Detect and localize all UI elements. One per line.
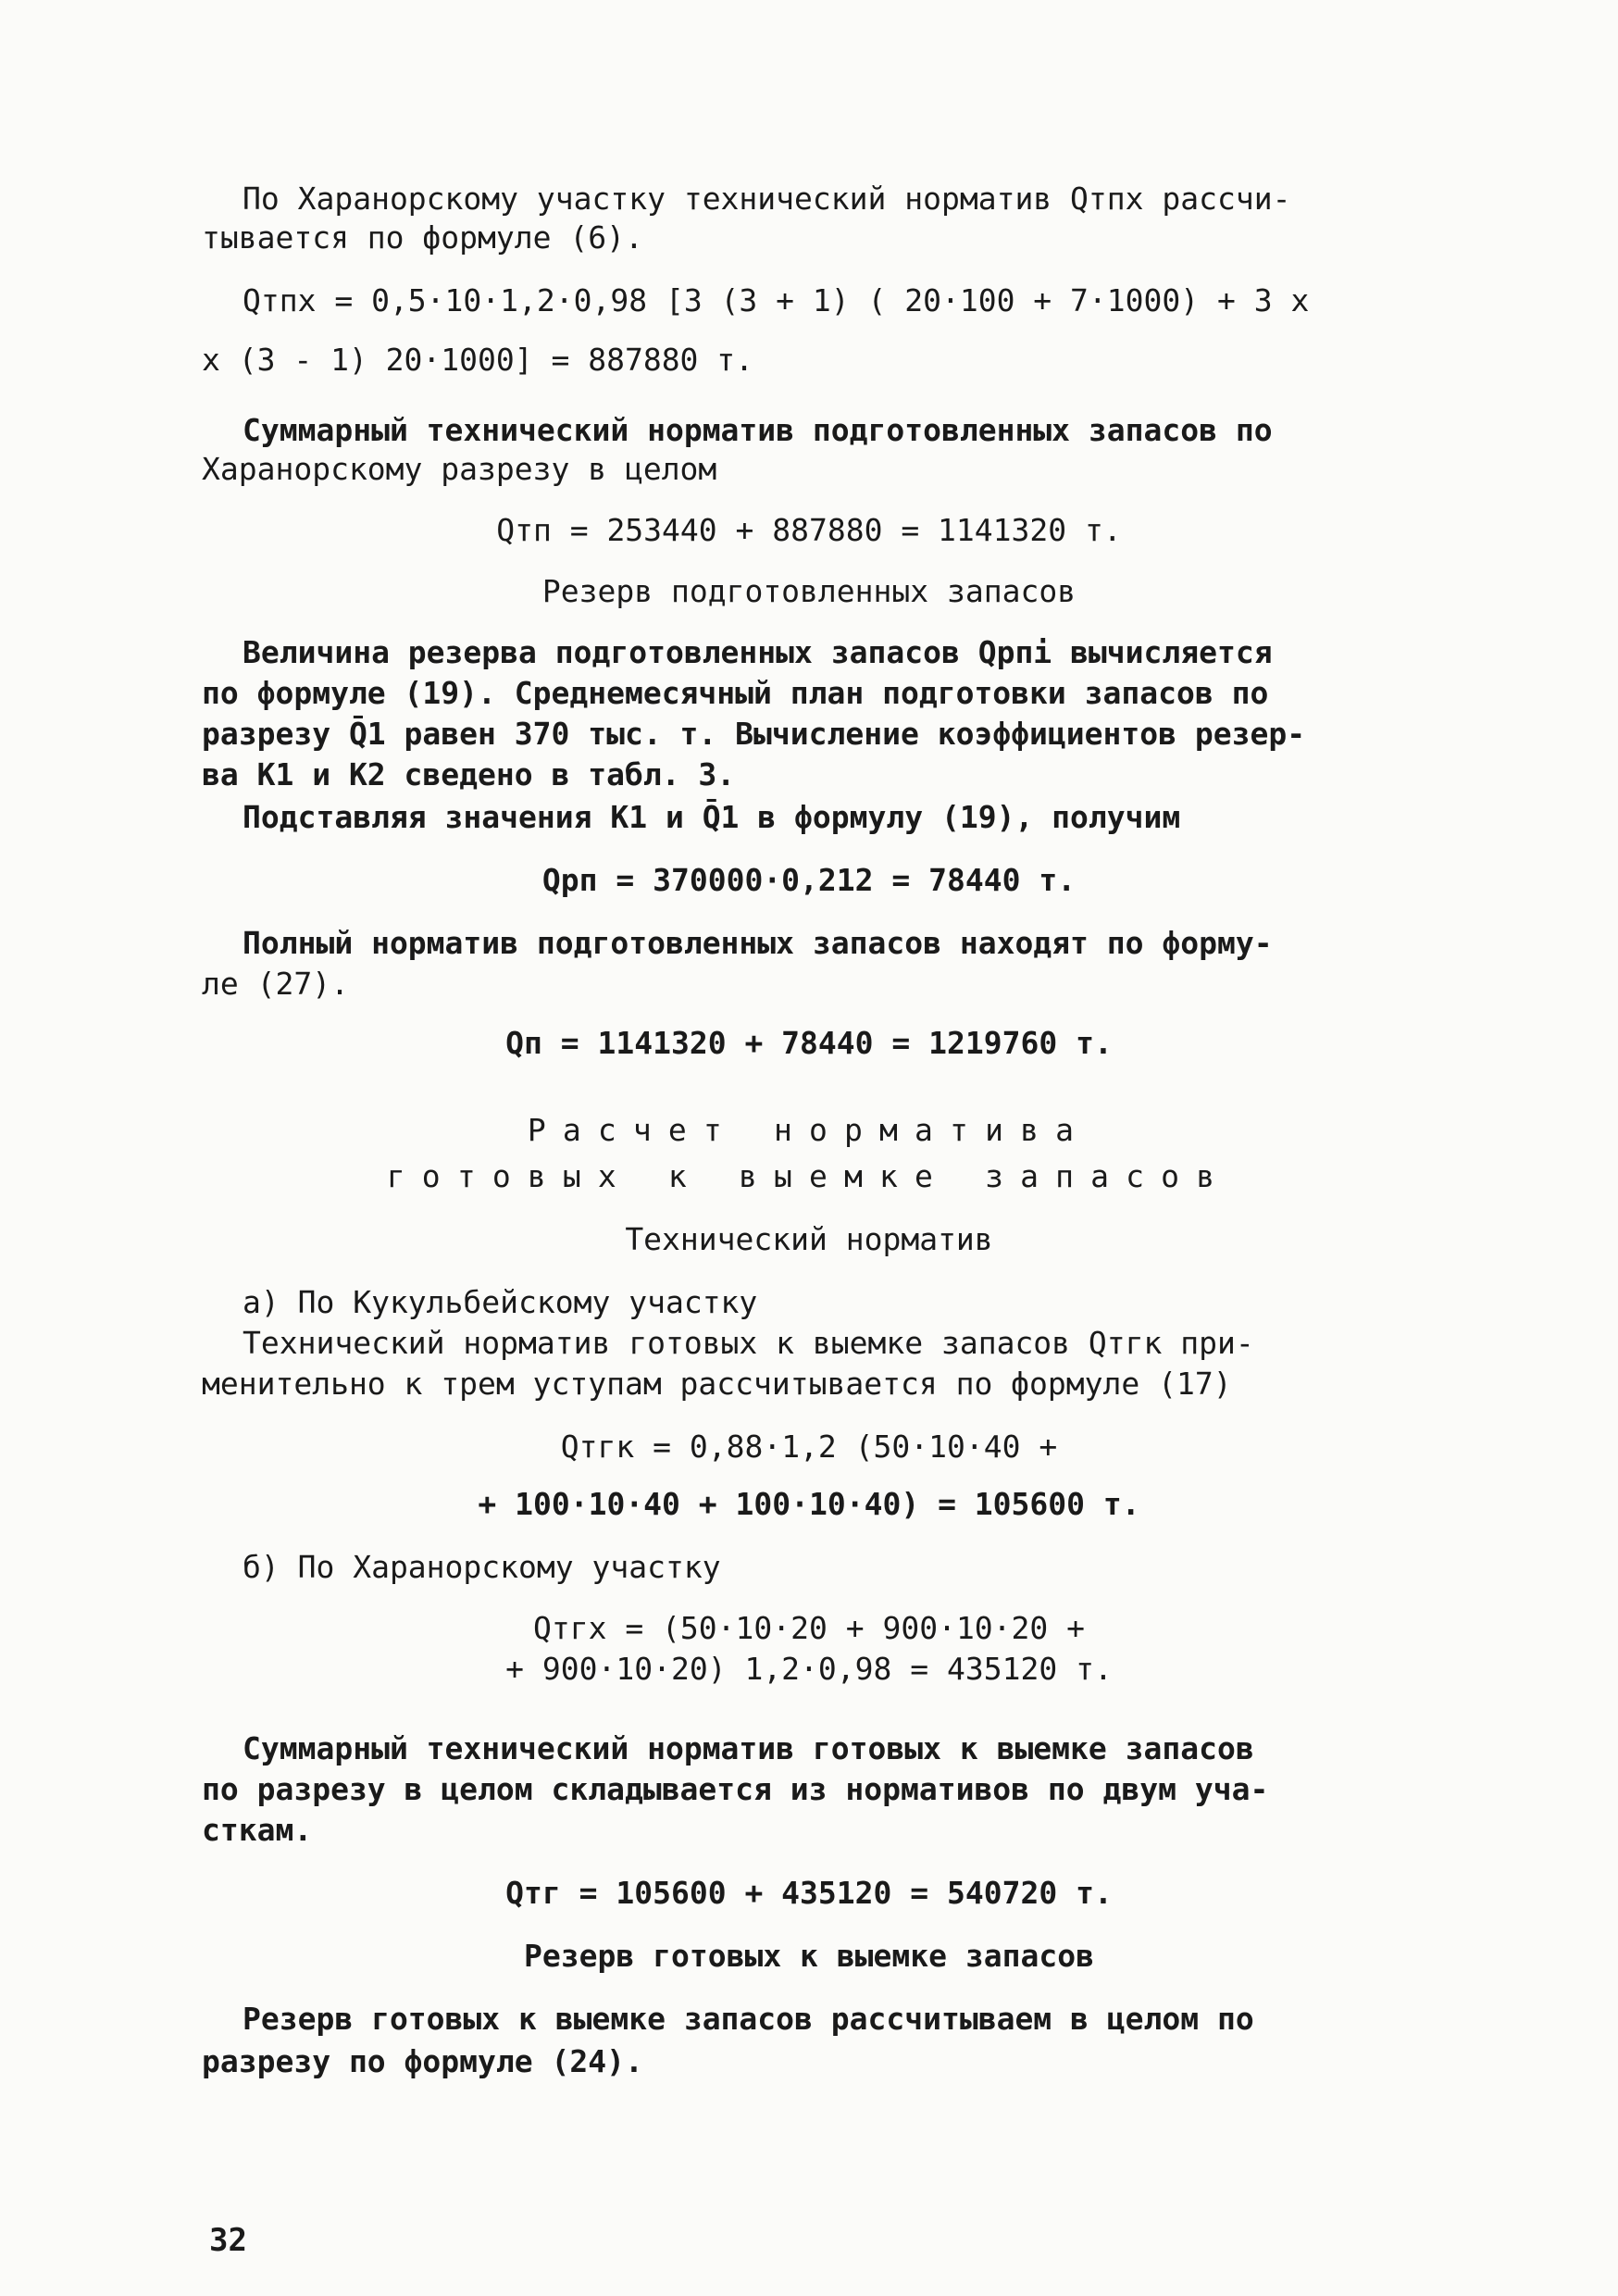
text-line-29: Суммарный технический норматив готовых к выемке запасов (243, 1730, 1254, 1766)
item-b-heading: б) По Харанорскому участку (243, 1549, 721, 1585)
text-line-23: менительно к трем уступам рассчитывается по формуле (17) (202, 1366, 1232, 1402)
formula-qrp: Qрп = 370000·0,212 = 78440 т. (541, 862, 1077, 898)
text-line-31: сткам. (202, 1812, 313, 1848)
text-line-11: разрезу Q̄1 равен 370 тыс. т. Вычисление коэффициентов резер- (202, 716, 1306, 752)
text-line-1: По Харанорскому участку технический норматив Qтпх рассчи- (243, 181, 1291, 217)
text-line-10: по формуле (19). Среднемесячный план подготовки запасов по (202, 675, 1269, 711)
section-heading-line-1: Расчет норматива (527, 1112, 1091, 1148)
text-line-34: Резерв готовых к выемке запасов рассчитываем в целом по (243, 2001, 1254, 2037)
formula-qtgx-line-1: Qтгх = (50·10·20 + 900·10·20 + (532, 1610, 1086, 1646)
formula-qtp: Qтп = 253440 + 887880 = 1141320 т. (496, 512, 1122, 548)
item-a-heading: а) По Кукульбейскому участку (243, 1284, 758, 1320)
subheading-reserve-ready: Резерв готовых к выемке запасов (524, 1938, 1094, 1974)
formula-qtpx-line-2: x (3 - 1) 20·1000] = 887880 т. (202, 342, 754, 378)
text-line-35: разрезу по формуле (24). (202, 2043, 643, 2079)
text-line-5: Суммарный технический норматив подготовленных запасов по (243, 412, 1273, 448)
formula-qtgk-line-2: + 100·10·40 + 100·10·40) = 105600 т. (478, 1486, 1140, 1522)
formula-qp: Qп = 1141320 + 78440 = 1219760 т. (505, 1025, 1113, 1061)
text-line-13: Подставляя значения K1 и Q̄1 в формулу (19), получим (243, 799, 1181, 835)
text-line-6: Харанорскому разрезу в целом (202, 451, 717, 487)
text-line-16: ле (27). (202, 966, 349, 1002)
formula-qtg: Qтг = 105600 + 435120 = 540720 т. (505, 1875, 1113, 1911)
text-line-22: Технический норматив готовых к выемке запасов Qтгк при- (243, 1325, 1254, 1361)
text-line-12: ва K1 и K2 сведено в табл. 3. (202, 756, 736, 792)
text-line-15: Полный норматив подготовленных запасов находят по форму- (243, 925, 1273, 961)
text-line-9: Величина резерва подготовленных запасов Qрпі вычисляется (243, 634, 1273, 670)
page-number: 32 (209, 2222, 247, 2259)
section-heading-line-2: готовых к выемке запасов (386, 1158, 1232, 1194)
formula-qtpx-line-1: Qтпх = 0,5·10·1,2·0,98 [3 (3 + 1) ( 20·100 + 7·1000) + 3 x (243, 282, 1310, 318)
subheading-technical-norm: Технический норматив (625, 1221, 993, 1257)
text-line-30: по разрезу в целом складывается из нормативов по двум уча- (202, 1771, 1269, 1807)
formula-qtgk-line-1: Qтгк = 0,88·1,2 (50·10·40 + (560, 1429, 1058, 1465)
formula-qtgx-line-2: + 900·10·20) 1,2·0,98 = 435120 т. (505, 1651, 1113, 1687)
text-line-2: тывается по формуле (6). (202, 219, 643, 256)
subheading-reserve-prepared: Резерв подготовленных запасов (541, 573, 1077, 609)
